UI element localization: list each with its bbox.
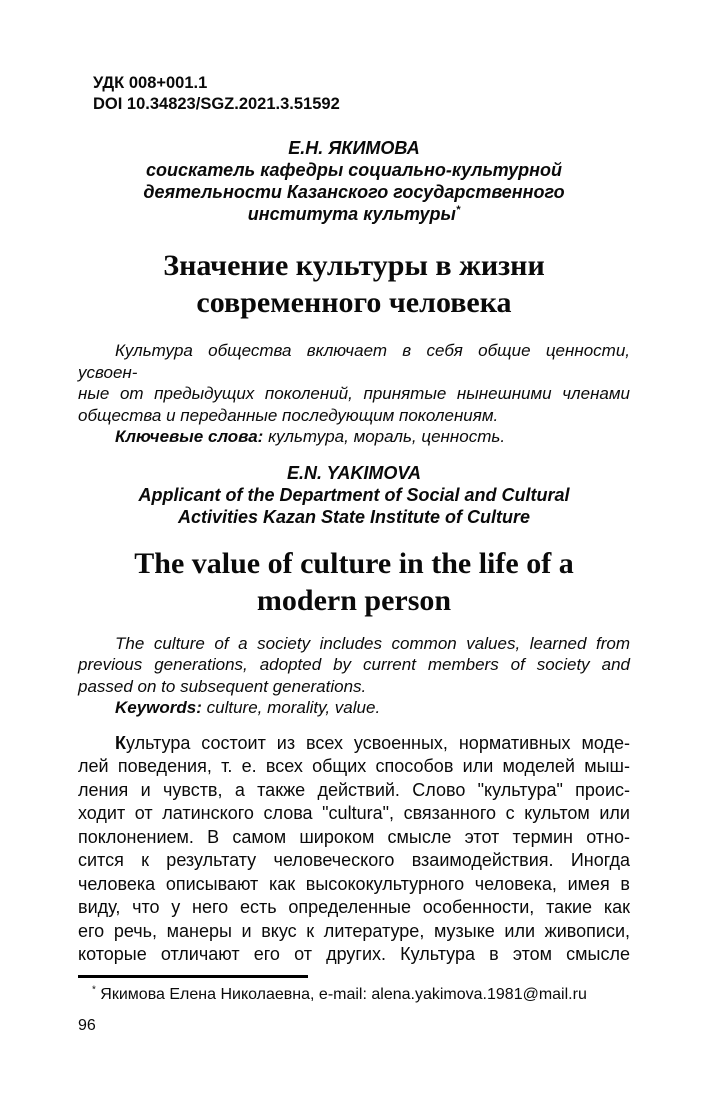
body-line: ходит от латинского слова "cultura", связанного с культом или: [78, 803, 630, 823]
body-paragraph: [78, 732, 630, 967]
article-title-en: [78, 545, 630, 619]
affiliation-line-en: Applicant of the Department of Social and Cultural: [138, 484, 570, 505]
keywords-text-ru: культура, мораль, ценность.: [263, 427, 506, 446]
abstract-line-ru: Культура общества включает в себя общие ценности, усвоен-: [78, 341, 630, 382]
body-first-line-text: ультура состоит из всех усвоенных, нормативных моде-: [126, 732, 630, 753]
author-affiliation-ru: [78, 159, 630, 203]
body-line: его речь, манеры и вкус к литературе, музыке или живописи,: [78, 920, 630, 941]
affiliation-line-en: Activities Kazan State Institute of Culture: [177, 506, 531, 527]
udc-block: [93, 73, 630, 115]
article-title-ru: [78, 247, 630, 321]
author-block-en: [78, 462, 630, 528]
body-lines: [78, 755, 630, 967]
footnote-rule: [78, 975, 308, 978]
footnote-marker: *: [92, 984, 96, 996]
body-line: виду, что у него есть определенные особенности, такие как: [78, 897, 630, 917]
page-content: [78, 73, 630, 1005]
abstract-ru: [78, 340, 630, 448]
author-block-ru: [78, 137, 630, 225]
title-line-ru: современного человека: [196, 286, 512, 319]
abstract-line-en: previous generations, adopted by current members of society and: [78, 655, 630, 674]
keywords-ru: [78, 426, 630, 448]
affiliation-line-ru: деятельности Казанского государственного: [143, 182, 565, 202]
keywords-label-ru: Ключевые слова:: [115, 427, 264, 446]
abstract-line-en: passed on to subsequent generations.: [78, 676, 367, 696]
abstract-text-ru: [78, 340, 630, 426]
affiliation-line-ru: соискатель кафедры социально-культурной: [145, 160, 563, 180]
abstract-line-ru: ные от предыдущих поколений, принятые нынешними членами: [78, 384, 630, 403]
affiliation-text-ru: института культуры: [247, 204, 456, 224]
affiliation-last-line-ru: [78, 203, 630, 225]
abstract-line-ru: общества и переданные последующим поколениям.: [78, 405, 499, 425]
body-line: поклонением. В самом широком смысле этот термин отно-: [78, 826, 630, 847]
udc-number: УДК 008+001.1: [93, 74, 208, 92]
body-line: человека описывают как высококультурного человека, имея в: [78, 873, 630, 894]
author-name-ru: Е.Н. ЯКИМОВА: [288, 138, 420, 158]
abstract-line-en: The culture of a society includes common values, learned from: [115, 633, 630, 653]
body-line: лей поведения, т. е. всех общих способов или моделей мыш-: [78, 756, 630, 776]
keywords-text-en: culture, morality, value.: [201, 698, 381, 717]
abstract-text-en: [78, 633, 630, 698]
keywords-label-en: Keywords:: [115, 698, 202, 717]
page-number: 96: [78, 1017, 96, 1034]
title-line-en: modern person: [256, 583, 452, 617]
title-line-en: The value of culture in the life of a: [134, 546, 574, 580]
body-line: которые отличают его от других. Культура в этом смысле: [78, 944, 630, 964]
author-affiliation-en: [78, 484, 630, 528]
keywords-en: [78, 697, 630, 719]
abstract-en: [78, 633, 630, 719]
footnote-text: Якимова Елена Николаевна, e-mail: alena.yakimova.1981@mail.ru: [95, 985, 587, 1003]
title-line-ru: Значение культуры в жизни: [163, 249, 545, 282]
author-name-en: E.N. YAKIMOVA: [286, 462, 421, 483]
footnote: [78, 985, 630, 1005]
body-line: сится к результату человеческого взаимодействия. Иногда: [78, 850, 630, 870]
body-line: ления и чувств, а также действий. Слово "культура" проис-: [78, 779, 630, 800]
body-first-line: [78, 732, 630, 756]
body-first-letter: К: [115, 732, 126, 753]
doi-number: DOI 10.34823/SGZ.2021.3.51592: [93, 95, 340, 113]
affiliation-footnote-marker: *: [455, 204, 461, 216]
